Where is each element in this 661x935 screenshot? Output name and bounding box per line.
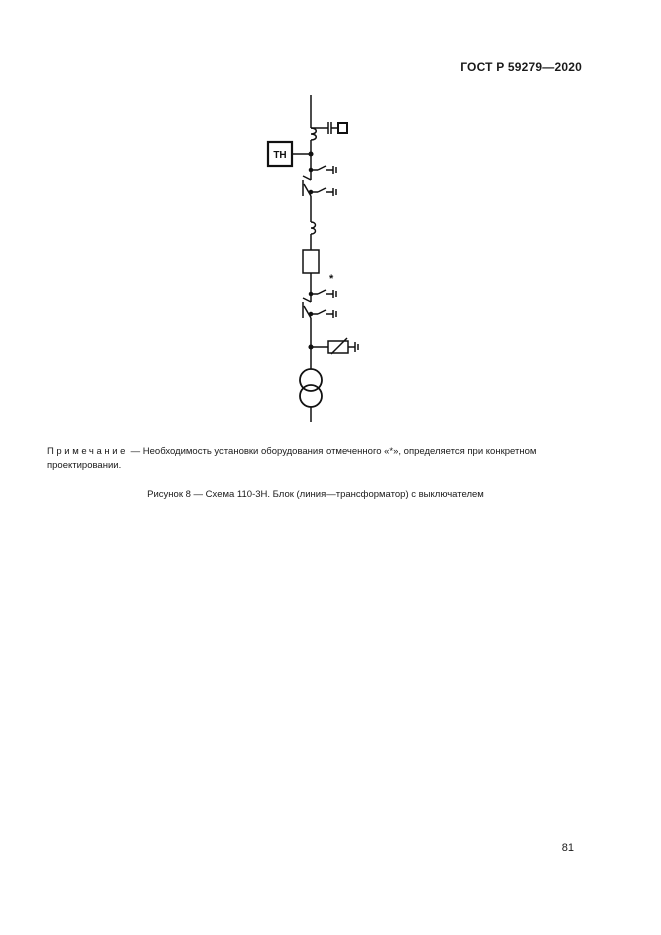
disconnector-lower-icon	[303, 290, 336, 318]
circuit-breaker-icon	[303, 250, 319, 273]
note-paragraph	[47, 445, 587, 473]
disconnector-upper-icon	[303, 166, 336, 196]
page-number: 81	[561, 842, 574, 854]
asterisk-mark: *	[329, 273, 334, 285]
power-transformer-icon	[300, 369, 322, 407]
document-header: ГОСТ Р 59279—2020	[460, 60, 582, 74]
voltage-transformer-icon	[291, 152, 313, 156]
tn-label: ТН	[273, 150, 287, 161]
surge-arrester-icon	[309, 338, 358, 354]
hf-choke-icon	[311, 122, 347, 140]
note-text: — Необходимость установки оборудования отмеченного «*», определяется при конкретном проектировании.	[47, 446, 537, 471]
note-label: Примечание	[47, 446, 128, 457]
figure-caption-text: Рисунок 8 — Схема 110-3Н. Блок (линия—трансформатор) с выключателем	[147, 489, 484, 500]
figure-caption	[0, 489, 661, 500]
current-transformer-icon	[311, 222, 316, 234]
